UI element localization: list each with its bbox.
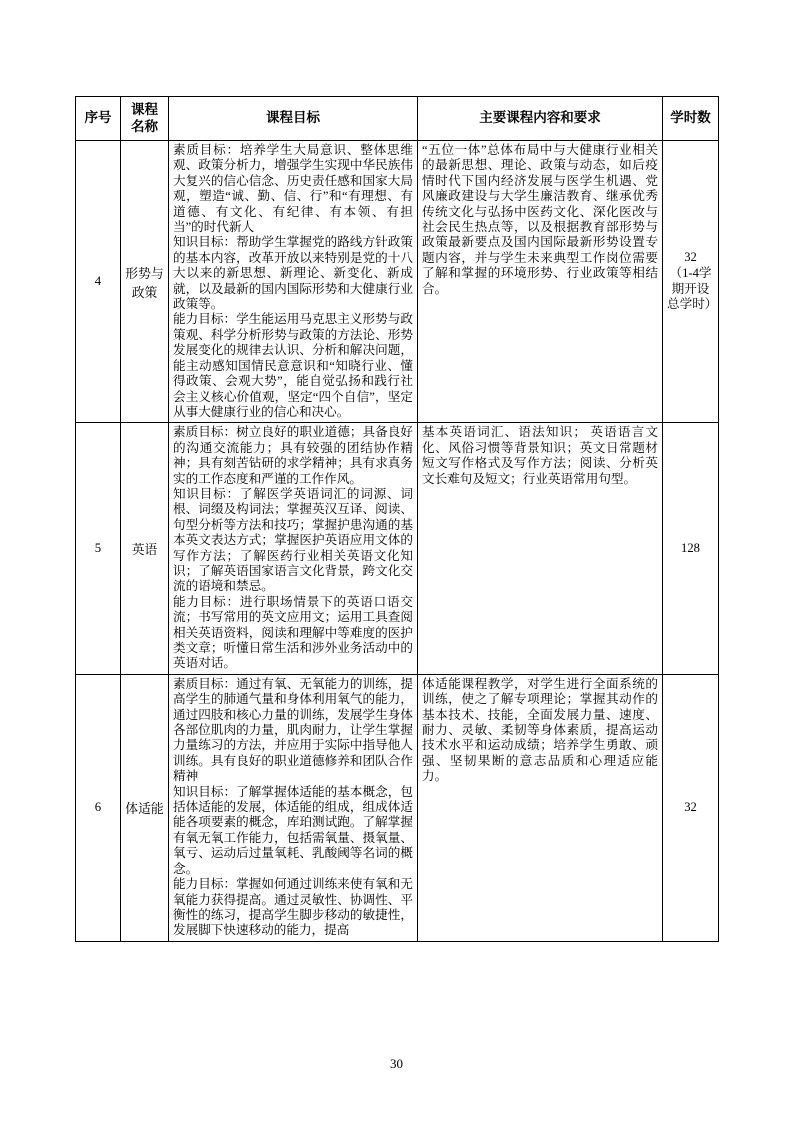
objective-paragraph: 能力目标：学生能运用马克思主义形势与政策观、科学分析形势与政策的方法论、形势发展变化的规律去认识、分析和解决问题，能主动感知国情民意意识和“知晓行业、懂得政策、会观大势”，能自觉弘扬和践行社会主义核心价值观，坚定“四个自信”，坚定从事大健康行业的信心和决心。 bbox=[173, 312, 413, 419]
objective-paragraph: 知识目标：帮助学生掌握党的路线方针政策的基本内容，改革开放以来特别是党的十八大以来的新思想、新理论、新变化、新成就，以及最新的国内国际形势和大健康行业政策等。 bbox=[173, 235, 413, 312]
hours-cell bbox=[663, 423, 719, 675]
content-paragraph: 体适能课程教学，对学生进行全面系统的训练，使之了解专项理论；掌握其动作的基本技术、技能，全面发展力量、速度、耐力、灵敏、柔韧等身体素质，提高运动技术水平和运动成绩；培养学生勇敢、顽强、坚韧果断的意志品质和心理适应能力。 bbox=[422, 676, 658, 784]
objectives-cell bbox=[169, 423, 418, 675]
table-header-row bbox=[76, 97, 719, 141]
objective-paragraph: 知识目标：了解掌握体适能的基本概念，包括体适能的发展，体适能的组成，组成体适能各项要素的概念，库珀测试跑。了解掌握有氧无氧工作能力，包括需氧量、摄氧量、氧亏、运动后过量氧耗、乳酸阈等名词的概念。 bbox=[173, 784, 413, 876]
table-row bbox=[76, 674, 719, 941]
course-syllabus-table bbox=[75, 96, 719, 942]
hours-value: 128 bbox=[681, 540, 700, 555]
objective-paragraph: 素质目标：树立良好的职业道德；具备良好的沟通交流能力；具有较强的团结协作精神；具有刻苦钻研的求学精神；具有求真务实的工作态度和严谨的工作作风。 bbox=[173, 425, 413, 486]
objective-paragraph: 素质目标：培养学生大局意识、整体思维观、政策分析力，增强学生实现中华民族伟大复兴的信心信念、历史责任感和国家大局观，塑造“诚、勤、信、行”和“有理想、有道德、有文化、有纪律、有本领、有担当”的时代新人 bbox=[173, 143, 413, 235]
objective-paragraph: 素质目标：通过有氧、无氧能力的训练，提高学生的肺通气量和身体利用氧气的能力，通过四肢和核心力量的训练，发展学生身体各部位肌肉的力量，肌肉耐力，让学生掌握力量练习的方法，并应用于实际中指导他人训练。具有良好的职业道德修养和团队合作精神 bbox=[173, 676, 413, 784]
hours-cell bbox=[663, 674, 719, 941]
objective-paragraph: 知识目标：了解医学英语词汇的词源、词根、词缀及构词法；掌握英汉互译、阅读、句型分析等方法和技巧；掌握护患沟通的基本英文表达方式；掌握医护英语应用文体的写作方法；了解医药行业相关英语文化知识；了解英语国家语言文化背景，跨文化交流的语境和禁忌。 bbox=[173, 486, 413, 594]
content-cell bbox=[418, 674, 663, 941]
objectives-cell bbox=[169, 141, 418, 423]
content-paragraph: “五位一体”总体布局中与大健康行业相关的最新思想、理论、政策与动态，如后疫情时代下国内经济发展与医学生机遇、党风廉政建设与大学生廉洁教育、继承优秀传统文化与弘扬中医药文化、深化医改与社会民生热点等，以及根据教育部形势与政策最新要点及国内国际最新形势设置专题内容，并与学生未来典型工作岗位需要了解和掌握的环境形势、行业政策等相结合。 bbox=[422, 143, 658, 296]
objectives-cell bbox=[169, 674, 418, 941]
objective-paragraph: 能力目标：进行职场情景下的英语口语交流；书写常用的英文应用文；运用工具查阅相关英语资料，阅读和理解中等难度的医护类文章；听懂日常生活和涉外业务活动中的英语对话。 bbox=[173, 594, 413, 671]
course-name-cell: 英语 bbox=[121, 423, 169, 675]
header-content: 主要课程内容和要求 bbox=[418, 97, 663, 141]
hours-cell bbox=[663, 141, 719, 423]
content-cell bbox=[418, 141, 663, 423]
header-objectives: 课程目标 bbox=[169, 97, 418, 141]
content-cell bbox=[418, 423, 663, 675]
header-index: 序号 bbox=[76, 97, 121, 141]
table-row bbox=[76, 423, 719, 675]
course-name-cell: 形势与政策 bbox=[121, 141, 169, 423]
hours-value: 32 bbox=[684, 799, 697, 814]
course-name-cell: 体适能 bbox=[121, 674, 169, 941]
objective-paragraph: 能力目标：掌握如何通过训练来使有氧和无氧能力获得提高。通过灵敏性、协调性、平衡性的练习，提高学生脚步移动的敏捷性，发展脚下快速移动的能力，提高 bbox=[173, 877, 413, 938]
content-paragraph: 基本英语词汇、语法知识； 英语语言文化、风俗习惯等背景知识；英文日常题材短文写作格式及写作方法；阅读、分析英文长难句及短文；行业英语常用句型。 bbox=[422, 425, 658, 486]
row-index-cell: 5 bbox=[76, 423, 121, 675]
hours-value: 32 bbox=[684, 250, 697, 265]
header-hours: 学时数 bbox=[663, 97, 719, 141]
row-index-cell: 6 bbox=[76, 674, 121, 941]
hours-note: （1-4学期开设总学时） bbox=[667, 266, 718, 312]
page-number: 30 bbox=[390, 1056, 403, 1071]
table-row bbox=[76, 141, 719, 423]
header-course-name: 课程名称 bbox=[121, 97, 169, 141]
row-index-cell: 4 bbox=[76, 141, 121, 423]
